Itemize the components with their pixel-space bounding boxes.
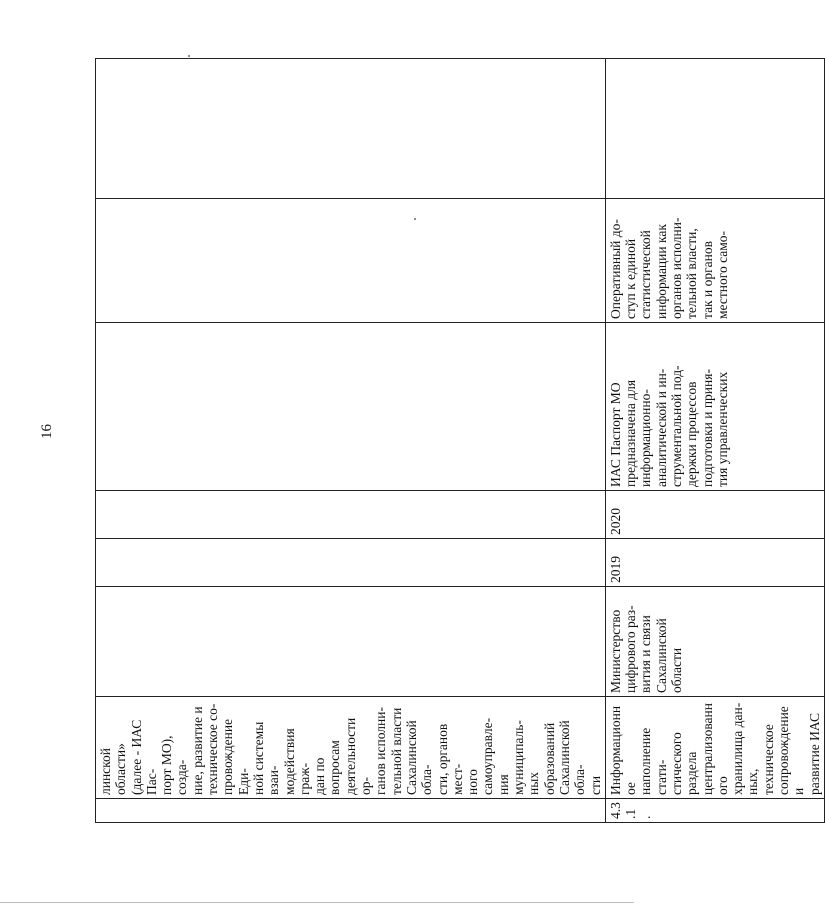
cell-num bbox=[96, 799, 606, 823]
cell-end: 2020 bbox=[605, 491, 824, 539]
cell-extra bbox=[96, 59, 606, 199]
scan-edge-line bbox=[0, 902, 634, 903]
cell-name: Информационное наполнение стати- стического раздела централизованного хранилища дан- ных, техническое сопровождение и развитие ИАС bbox=[605, 697, 824, 799]
scan-speck bbox=[188, 55, 190, 57]
table-row-continuation bbox=[96, 59, 606, 823]
plan-table bbox=[95, 58, 825, 823]
cell-description: ИАС Паспорт МО предназначена для информационно- аналитической и ин- струментальной под- держки процессов подготовки и приня- тия управленческих bbox=[605, 323, 824, 491]
cell-executor: Министерство цифрового раз- вития и связи Сахалинской области bbox=[605, 587, 824, 697]
cell-description bbox=[96, 323, 606, 491]
cell-result bbox=[96, 199, 606, 323]
scan-speck bbox=[414, 218, 416, 220]
table-row-item bbox=[605, 59, 824, 823]
page-number: 16 bbox=[39, 424, 55, 439]
cell-result: Оперативный до- ступ к единой статистической информации как органов исполни- тельной власти, так и органов местного само- bbox=[605, 199, 824, 323]
cell-name: линской области» (далее - ИАС Пас- порт МО), созда- ние, развитие и техническое со- провождение Еди- ной системы взаи- модействия граж- дан по вопросам деятельности ор- ганов исполни- тельной власти Сахалинской обла- сти, органов мест- ного самоуправле- ния муниципаль- ных образований Сахалинской обла- сти bbox=[96, 697, 606, 799]
cell-executor bbox=[96, 587, 606, 697]
cell-start bbox=[96, 539, 606, 587]
cell-extra bbox=[605, 59, 824, 199]
rotated-table-container bbox=[95, 59, 822, 823]
document-table-region bbox=[95, 59, 822, 823]
cell-end bbox=[96, 491, 606, 539]
cell-num: 4.3.1 . bbox=[605, 799, 824, 823]
cell-start: 2019 bbox=[605, 539, 824, 587]
